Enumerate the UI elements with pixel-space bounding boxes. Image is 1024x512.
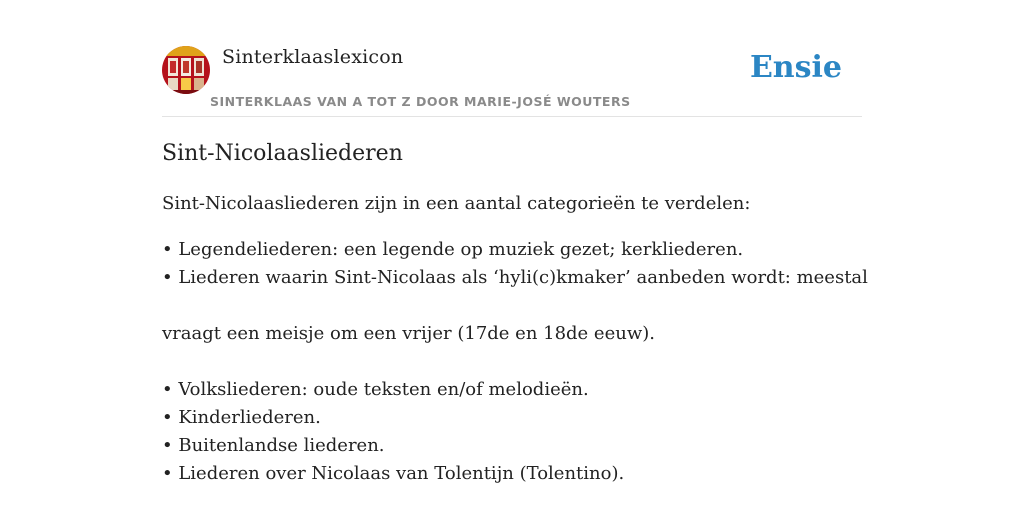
lexicon-subtitle: SINTERKLAAS VAN A TOT Z DOOR MARIE-JOSÉ WOUTERS [210,94,631,109]
ensie-logo[interactable]: Ensie [749,50,842,85]
article-intro: Sint-Nicolaasliederen zijn in een aantal categorieën te verdelen: [162,193,751,214]
article-line [162,292,862,320]
lexicon-name[interactable]: Sinterklaaslexicon [222,46,404,68]
article-line: • Kinderliederen. [162,407,321,428]
article-line: • Volksliederen: oude teksten en/of melodieën. [162,379,589,400]
article-line: • Legendeliederen: een legende op muziek gezet; kerkliederen. [162,239,744,260]
article-line: • Liederen waarin Sint-Nicolaas als ‘hyli(c)kmaker’ aanbeden wordt: meestal [162,267,868,288]
avatar-image [162,46,210,94]
article-lines [162,236,868,488]
lexicon-header [162,44,862,117]
article-line: • Liederen over Nicolaas van Tolentijn (Tolentino). [162,463,625,484]
article-line: • Buitenlandse liederen. [162,435,385,456]
article [162,138,868,488]
lexicon-avatar[interactable] [162,46,210,94]
article-line [162,348,862,376]
article-line: vraagt een meisje om een vrijer (17de en 18de eeuw). [162,323,655,344]
article-title: Sint-Nicolaasliederen [162,141,403,166]
